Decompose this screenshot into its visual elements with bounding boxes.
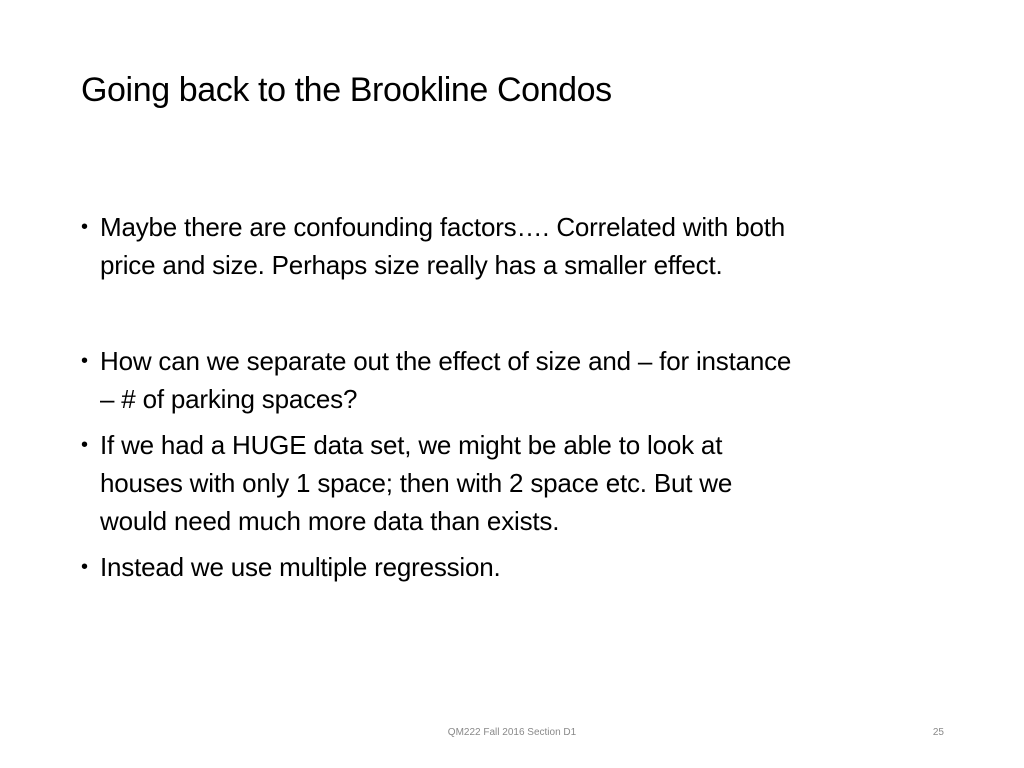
bullet-marker: • bbox=[81, 556, 88, 578]
bullet-text-line: Maybe there are confounding factors…. Correlated with both bbox=[100, 212, 786, 242]
bullet-text-line: would need much more data than exists. bbox=[100, 506, 560, 536]
bullet-text-line: If we had a HUGE data set, we might be able to look at bbox=[100, 430, 723, 460]
slide-footer: QM222 Fall 2016 Section D1 bbox=[447, 727, 577, 738]
page-number: 25 bbox=[932, 727, 944, 738]
bullet-text-line: – # of parking spaces? bbox=[100, 384, 358, 414]
bullet-text-line: How can we separate out the effect of size and – for instance bbox=[100, 346, 792, 376]
bullet-text-line: Instead we use multiple regression. bbox=[100, 552, 501, 582]
bullet-item-multiple-regression bbox=[81, 548, 961, 586]
bullet-marker: • bbox=[81, 434, 88, 456]
bullet-text-line: price and size. Perhaps size really has a smaller effect. bbox=[100, 250, 723, 280]
bullet-list bbox=[81, 208, 961, 586]
slide-title: Going back to the Brookline Condos bbox=[81, 71, 612, 109]
bullet-marker: • bbox=[81, 216, 88, 238]
bullet-item-huge-data-set bbox=[81, 426, 961, 540]
bullet-item-confounding bbox=[81, 208, 961, 284]
bullet-marker: • bbox=[81, 350, 88, 372]
bullet-item-separate-effects bbox=[81, 342, 961, 418]
bullet-text-line: houses with only 1 space; then with 2 space etc. But we bbox=[100, 468, 733, 498]
